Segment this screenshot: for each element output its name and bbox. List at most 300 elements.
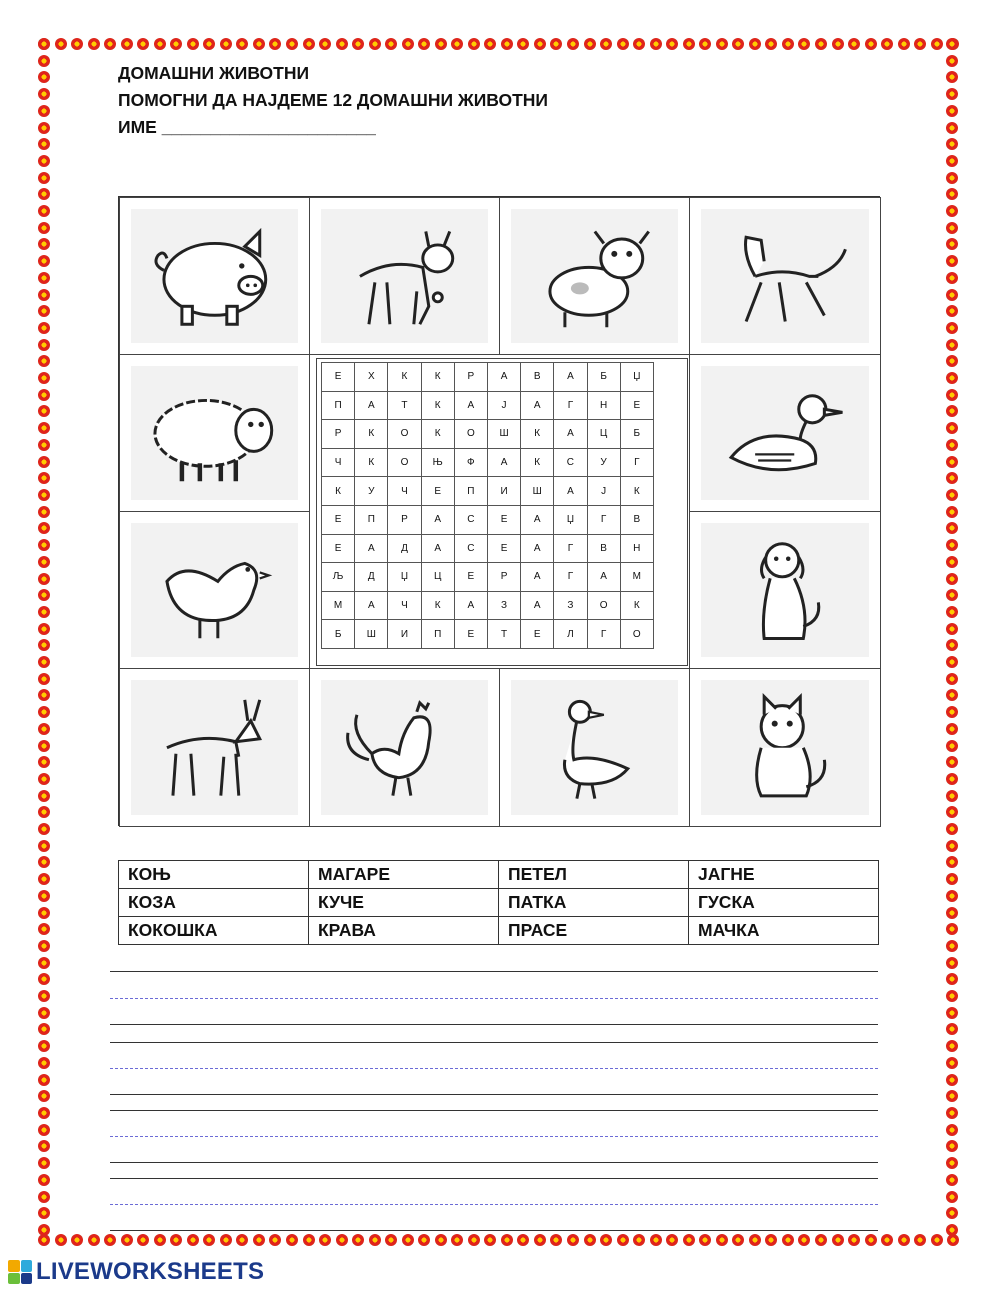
word-search-letter[interactable]: Љ bbox=[322, 563, 355, 592]
flower-icon bbox=[170, 1234, 182, 1246]
goat-icon bbox=[330, 216, 480, 337]
word-search-letter[interactable]: К bbox=[421, 391, 454, 420]
flower-icon bbox=[815, 38, 827, 50]
flower-icon bbox=[865, 38, 877, 50]
flower-icon bbox=[946, 656, 958, 668]
writing-line[interactable] bbox=[110, 1178, 878, 1179]
word-search-letter[interactable]: К bbox=[620, 591, 653, 620]
flower-icon bbox=[88, 38, 100, 50]
flower-icon bbox=[203, 1234, 215, 1246]
flower-icon bbox=[38, 940, 50, 952]
flower-icon bbox=[38, 1007, 50, 1019]
word-search-letter[interactable]: Ф bbox=[454, 448, 487, 477]
word-search-letter[interactable]: Е bbox=[487, 534, 520, 563]
flower-icon bbox=[650, 38, 662, 50]
flower-icon bbox=[946, 222, 958, 234]
flower-icon bbox=[38, 1174, 50, 1186]
word-search-row bbox=[322, 505, 654, 534]
word-search-letter[interactable]: О bbox=[388, 448, 421, 477]
flower-icon bbox=[946, 339, 958, 351]
flower-icon bbox=[946, 188, 958, 200]
word-search-letter[interactable]: Ч bbox=[388, 477, 421, 506]
flower-icon bbox=[468, 38, 480, 50]
flower-icon bbox=[633, 38, 645, 50]
word-search-letter[interactable]: К bbox=[388, 363, 421, 392]
word-search-letter[interactable]: Џ bbox=[554, 505, 587, 534]
flower-icon bbox=[946, 355, 958, 367]
flower-icon bbox=[946, 790, 958, 802]
flower-icon bbox=[236, 1234, 248, 1246]
flower-icon bbox=[946, 138, 958, 150]
flower-icon bbox=[946, 1207, 958, 1219]
flower-icon bbox=[319, 38, 331, 50]
flower-icon bbox=[88, 1234, 100, 1246]
flower-icon bbox=[946, 1157, 958, 1169]
flower-icon bbox=[946, 573, 958, 585]
writing-guide-line bbox=[110, 1204, 878, 1205]
flower-icon bbox=[38, 506, 50, 518]
flower-icon bbox=[946, 990, 958, 1002]
flower-icon bbox=[666, 1234, 678, 1246]
flower-icon bbox=[534, 38, 546, 50]
flower-icon bbox=[38, 873, 50, 885]
word-list-item: ГУСКА bbox=[689, 889, 879, 917]
flower-icon bbox=[38, 840, 50, 852]
flower-icon bbox=[303, 1234, 315, 1246]
flower-icon bbox=[187, 1234, 199, 1246]
flower-icon bbox=[946, 456, 958, 468]
word-search-letter[interactable]: У bbox=[587, 448, 620, 477]
picture-cell bbox=[309, 668, 500, 827]
word-search-letter[interactable]: Г bbox=[554, 534, 587, 563]
word-search-letter[interactable]: А bbox=[421, 534, 454, 563]
word-search-letter[interactable]: С bbox=[454, 505, 487, 534]
goose-icon bbox=[520, 687, 670, 809]
word-search-letter[interactable]: Б bbox=[587, 363, 620, 392]
rooster-icon bbox=[330, 687, 480, 809]
word-search-letter[interactable]: Е bbox=[454, 563, 487, 592]
word-search-letter[interactable]: Е bbox=[322, 534, 355, 563]
word-search-letter[interactable]: О bbox=[388, 420, 421, 449]
flower-icon bbox=[38, 205, 50, 217]
flower-icon bbox=[881, 38, 893, 50]
picture-cell bbox=[689, 668, 881, 827]
name-field[interactable]: ИМЕ ______________________ bbox=[118, 117, 376, 137]
word-search-letter[interactable]: Р bbox=[487, 563, 520, 592]
flower-icon bbox=[55, 1234, 67, 1246]
word-search-letter[interactable]: Ц bbox=[587, 420, 620, 449]
flower-icon bbox=[931, 38, 943, 50]
flower-icon bbox=[946, 1191, 958, 1203]
word-search-letter[interactable]: Б bbox=[322, 620, 355, 649]
word-search-letter[interactable]: Л bbox=[554, 620, 587, 649]
word-search-letter[interactable]: С bbox=[554, 448, 587, 477]
flower-icon bbox=[946, 38, 958, 50]
flower-icon bbox=[946, 506, 958, 518]
word-search-letter[interactable]: К bbox=[421, 420, 454, 449]
flower-icon bbox=[946, 305, 958, 317]
writing-line[interactable] bbox=[110, 1162, 878, 1163]
writing-line[interactable] bbox=[110, 1110, 878, 1111]
flower-icon bbox=[38, 990, 50, 1002]
flower-icon bbox=[38, 856, 50, 868]
flower-icon bbox=[402, 1234, 414, 1246]
word-search-letter[interactable]: К bbox=[521, 420, 554, 449]
word-list-item: КОКОШКА bbox=[119, 917, 309, 945]
flower-icon bbox=[38, 439, 50, 451]
word-search-letter[interactable]: К bbox=[620, 477, 653, 506]
flower-icon bbox=[946, 238, 958, 250]
word-search-letter[interactable]: Г bbox=[554, 563, 587, 592]
word-search-row bbox=[322, 391, 654, 420]
flower-icon bbox=[385, 1234, 397, 1246]
flower-icon bbox=[38, 1234, 50, 1246]
word-search-letter[interactable]: Ј bbox=[587, 477, 620, 506]
flower-icon bbox=[38, 673, 50, 685]
word-search-row bbox=[322, 563, 654, 592]
word-search-letter[interactable]: Ј bbox=[487, 391, 520, 420]
word-search-letter[interactable]: Е bbox=[322, 363, 355, 392]
flower-icon bbox=[38, 1023, 50, 1035]
word-search-letter[interactable]: Е bbox=[421, 477, 454, 506]
word-list-item: МАЧКА bbox=[689, 917, 879, 945]
word-search-row bbox=[322, 448, 654, 477]
word-search-letter[interactable]: А bbox=[521, 505, 554, 534]
flower-icon bbox=[914, 38, 926, 50]
flower-icon bbox=[352, 1234, 364, 1246]
flower-icon bbox=[220, 1234, 232, 1246]
sheep-icon bbox=[140, 373, 290, 494]
picture-cell bbox=[499, 668, 690, 827]
worksheet-instruction: ПОМОГНИ ДА НАЈДЕМЕ 12 ДОМАШНИ ЖИВОТНИ bbox=[118, 90, 549, 110]
flower-icon bbox=[732, 38, 744, 50]
flower-icon bbox=[170, 38, 182, 50]
flower-icon bbox=[38, 1157, 50, 1169]
word-list-item: КРАВА bbox=[309, 917, 499, 945]
flower-icon bbox=[303, 38, 315, 50]
word-search-letter[interactable]: А bbox=[487, 363, 520, 392]
flower-icon bbox=[946, 122, 958, 134]
flower-icon bbox=[946, 1090, 958, 1102]
flower-icon bbox=[683, 1234, 695, 1246]
flower-icon bbox=[501, 38, 513, 50]
worksheet-title: ДОМАШНИ ЖИВОТНИ bbox=[118, 63, 310, 83]
flower-icon bbox=[38, 623, 50, 635]
word-search-letter[interactable]: Ш bbox=[355, 620, 388, 649]
flower-icon bbox=[451, 1234, 463, 1246]
flower-icon bbox=[534, 1234, 546, 1246]
word-search-letter[interactable]: К bbox=[355, 420, 388, 449]
flower-icon bbox=[946, 205, 958, 217]
word-search-letter[interactable]: Ш bbox=[521, 477, 554, 506]
flower-icon bbox=[38, 238, 50, 250]
flower-icon bbox=[798, 38, 810, 50]
flower-icon bbox=[38, 456, 50, 468]
flower-icon bbox=[946, 1023, 958, 1035]
flower-icon bbox=[38, 890, 50, 902]
word-search-letter[interactable]: З bbox=[487, 591, 520, 620]
word-list-row bbox=[119, 889, 879, 917]
word-search-letter[interactable]: А bbox=[355, 391, 388, 420]
flower-icon bbox=[946, 1174, 958, 1186]
word-search-letter[interactable]: С bbox=[454, 534, 487, 563]
flower-icon bbox=[38, 1057, 50, 1069]
word-search-letter[interactable]: В bbox=[587, 534, 620, 563]
word-list-item: КУЧЕ bbox=[309, 889, 499, 917]
flower-icon bbox=[71, 38, 83, 50]
flower-icon bbox=[38, 222, 50, 234]
flower-icon bbox=[38, 339, 50, 351]
flower-border-left bbox=[38, 38, 52, 1236]
flower-icon bbox=[946, 1074, 958, 1086]
flower-icon bbox=[946, 88, 958, 100]
flower-icon bbox=[253, 1234, 265, 1246]
word-search-letter[interactable]: Т bbox=[388, 391, 421, 420]
word-list-item: ПЕТЕЛ bbox=[499, 861, 689, 889]
word-search-letter[interactable]: Ц bbox=[421, 563, 454, 592]
flower-icon bbox=[38, 1090, 50, 1102]
flower-icon bbox=[385, 38, 397, 50]
word-search-letter[interactable]: А bbox=[454, 591, 487, 620]
word-search-letter[interactable]: М bbox=[620, 563, 653, 592]
writing-line[interactable] bbox=[110, 1094, 878, 1095]
word-search-letter[interactable]: В bbox=[521, 363, 554, 392]
flower-icon bbox=[617, 1234, 629, 1246]
word-search-letter[interactable]: М bbox=[322, 591, 355, 620]
flower-icon bbox=[946, 973, 958, 985]
word-list-item: ПРАСЕ bbox=[499, 917, 689, 945]
flower-icon bbox=[765, 1234, 777, 1246]
flower-icon bbox=[468, 1234, 480, 1246]
word-search-letter[interactable]: З bbox=[554, 591, 587, 620]
flower-icon bbox=[484, 38, 496, 50]
flower-icon bbox=[137, 1234, 149, 1246]
flower-icon bbox=[946, 322, 958, 334]
word-list-row bbox=[119, 861, 879, 889]
flower-icon bbox=[104, 1234, 116, 1246]
flower-icon bbox=[732, 1234, 744, 1246]
writing-line[interactable] bbox=[110, 971, 878, 972]
flower-icon bbox=[946, 1040, 958, 1052]
word-search-letter[interactable]: Њ bbox=[421, 448, 454, 477]
word-search-letter[interactable]: К bbox=[322, 477, 355, 506]
word-search-letter[interactable]: Ш bbox=[487, 420, 520, 449]
flower-icon bbox=[38, 38, 50, 50]
word-search-letter[interactable]: Н bbox=[620, 534, 653, 563]
flower-icon bbox=[946, 689, 958, 701]
flower-icon bbox=[38, 706, 50, 718]
word-search-row bbox=[322, 420, 654, 449]
word-search-letter[interactable]: Д bbox=[355, 563, 388, 592]
word-search-letter[interactable]: Џ bbox=[620, 363, 653, 392]
word-search-letter[interactable]: Р bbox=[454, 363, 487, 392]
flower-icon bbox=[137, 38, 149, 50]
flower-icon bbox=[38, 422, 50, 434]
flower-icon bbox=[946, 289, 958, 301]
word-search-row bbox=[322, 534, 654, 563]
flower-icon bbox=[517, 38, 529, 50]
word-search-letter[interactable]: А bbox=[454, 391, 487, 420]
word-search-letter[interactable]: А bbox=[355, 591, 388, 620]
word-search-row bbox=[322, 363, 654, 392]
flower-icon bbox=[946, 773, 958, 785]
word-search-letter[interactable]: Р bbox=[388, 505, 421, 534]
word-search-letter[interactable]: Џ bbox=[388, 563, 421, 592]
flower-icon bbox=[946, 405, 958, 417]
word-search-letter[interactable]: К bbox=[521, 448, 554, 477]
flower-icon bbox=[38, 322, 50, 334]
picture-cell bbox=[499, 197, 690, 355]
flower-icon bbox=[848, 1234, 860, 1246]
word-search-letter[interactable]: К bbox=[421, 363, 454, 392]
flower-icon bbox=[946, 439, 958, 451]
flower-icon bbox=[435, 38, 447, 50]
word-search-grid bbox=[316, 358, 688, 666]
writing-line[interactable] bbox=[110, 1042, 878, 1043]
word-search-row bbox=[322, 620, 654, 649]
flower-icon bbox=[946, 923, 958, 935]
writing-line[interactable] bbox=[110, 1024, 878, 1025]
word-search-letter[interactable]: Б bbox=[620, 420, 653, 449]
flower-icon bbox=[946, 823, 958, 835]
flower-icon bbox=[38, 790, 50, 802]
word-search-letter[interactable]: А bbox=[521, 563, 554, 592]
word-search-letter[interactable]: О bbox=[620, 620, 653, 649]
flower-icon bbox=[666, 38, 678, 50]
flower-icon bbox=[38, 756, 50, 768]
flower-icon bbox=[38, 188, 50, 200]
liveworksheets-logo[interactable] bbox=[8, 1258, 264, 1286]
flower-icon bbox=[946, 422, 958, 434]
flower-border-top bbox=[38, 38, 960, 52]
flower-icon bbox=[517, 1234, 529, 1246]
flower-icon bbox=[435, 1234, 447, 1246]
flower-icon bbox=[946, 489, 958, 501]
flower-icon bbox=[946, 1140, 958, 1152]
word-search-letter[interactable]: Р bbox=[322, 420, 355, 449]
flower-icon bbox=[946, 1107, 958, 1119]
picture-cell bbox=[119, 354, 310, 512]
word-search-letter[interactable]: Ч bbox=[322, 448, 355, 477]
flower-icon bbox=[749, 1234, 761, 1246]
flower-icon bbox=[286, 38, 298, 50]
word-search-letter[interactable]: Е bbox=[454, 620, 487, 649]
word-search-letter[interactable]: О bbox=[454, 420, 487, 449]
word-search-letter[interactable]: Е bbox=[322, 505, 355, 534]
word-search-letter[interactable]: Г bbox=[587, 620, 620, 649]
flower-icon bbox=[38, 405, 50, 417]
word-search-letter[interactable]: Н bbox=[587, 391, 620, 420]
flower-icon bbox=[38, 973, 50, 985]
flower-icon bbox=[898, 1234, 910, 1246]
flower-icon bbox=[765, 38, 777, 50]
flower-icon bbox=[38, 88, 50, 100]
word-search-letter[interactable]: А bbox=[521, 534, 554, 563]
word-search-letter[interactable]: А bbox=[554, 477, 587, 506]
flower-icon bbox=[946, 856, 958, 868]
word-search-letter[interactable]: А bbox=[521, 591, 554, 620]
word-search-letter[interactable]: В bbox=[620, 505, 653, 534]
word-search-letter[interactable]: П bbox=[322, 391, 355, 420]
flower-icon bbox=[584, 38, 596, 50]
word-search-letter[interactable]: Т bbox=[487, 620, 520, 649]
flower-icon bbox=[946, 639, 958, 651]
writing-line[interactable] bbox=[110, 1230, 878, 1231]
worksheet-header bbox=[118, 60, 548, 141]
word-search-letter[interactable]: И bbox=[388, 620, 421, 649]
flower-icon bbox=[38, 639, 50, 651]
word-search-letter[interactable]: А bbox=[521, 391, 554, 420]
word-search-letter[interactable]: Е bbox=[521, 620, 554, 649]
flower-icon bbox=[946, 155, 958, 167]
word-search-letter[interactable]: И bbox=[487, 477, 520, 506]
word-search-letter[interactable]: К bbox=[355, 448, 388, 477]
flower-icon bbox=[716, 38, 728, 50]
horse-icon bbox=[710, 216, 860, 337]
flower-icon bbox=[121, 38, 133, 50]
word-search-letter[interactable]: П bbox=[454, 477, 487, 506]
flower-icon bbox=[946, 673, 958, 685]
flower-icon bbox=[946, 71, 958, 83]
flower-icon bbox=[946, 372, 958, 384]
word-search-letter[interactable]: Г bbox=[587, 505, 620, 534]
flower-icon bbox=[617, 38, 629, 50]
flower-icon bbox=[369, 38, 381, 50]
flower-icon bbox=[336, 38, 348, 50]
word-search-letter[interactable]: Е bbox=[487, 505, 520, 534]
word-search-letter[interactable]: У bbox=[355, 477, 388, 506]
flower-icon bbox=[946, 589, 958, 601]
flower-icon bbox=[898, 38, 910, 50]
picture-cell bbox=[689, 197, 881, 355]
flower-icon bbox=[369, 1234, 381, 1246]
word-search-letter[interactable]: Г bbox=[554, 391, 587, 420]
logo-mark-icon bbox=[8, 1260, 32, 1284]
flower-icon bbox=[600, 1234, 612, 1246]
word-search-row bbox=[322, 591, 654, 620]
word-search-letter[interactable]: Ч bbox=[388, 591, 421, 620]
word-search-letter[interactable]: П bbox=[355, 505, 388, 534]
flower-icon bbox=[38, 573, 50, 585]
flower-icon bbox=[946, 706, 958, 718]
word-search-letter[interactable]: А bbox=[587, 563, 620, 592]
flower-icon bbox=[782, 1234, 794, 1246]
word-search-letter[interactable]: Х bbox=[355, 363, 388, 392]
word-search-letter[interactable]: А bbox=[487, 448, 520, 477]
flower-icon bbox=[38, 138, 50, 150]
word-search-letter[interactable]: О bbox=[587, 591, 620, 620]
word-search-letter[interactable]: Д bbox=[388, 534, 421, 563]
flower-icon bbox=[451, 38, 463, 50]
flower-icon bbox=[550, 38, 562, 50]
word-search-letter[interactable]: П bbox=[421, 620, 454, 649]
word-search-letter[interactable]: А bbox=[554, 363, 587, 392]
word-search-letter[interactable]: К bbox=[421, 591, 454, 620]
word-search-letter[interactable]: А bbox=[554, 420, 587, 449]
flower-icon bbox=[832, 38, 844, 50]
word-search-table bbox=[321, 362, 654, 649]
flower-icon bbox=[38, 923, 50, 935]
flower-icon bbox=[600, 38, 612, 50]
flower-icon bbox=[699, 1234, 711, 1246]
word-search-letter[interactable]: Е bbox=[620, 391, 653, 420]
flower-icon bbox=[38, 71, 50, 83]
word-search-letter[interactable]: А bbox=[355, 534, 388, 563]
word-search-letter[interactable]: Г bbox=[620, 448, 653, 477]
word-search-letter[interactable]: А bbox=[421, 505, 454, 534]
flower-icon bbox=[38, 1224, 50, 1236]
flower-icon bbox=[38, 472, 50, 484]
